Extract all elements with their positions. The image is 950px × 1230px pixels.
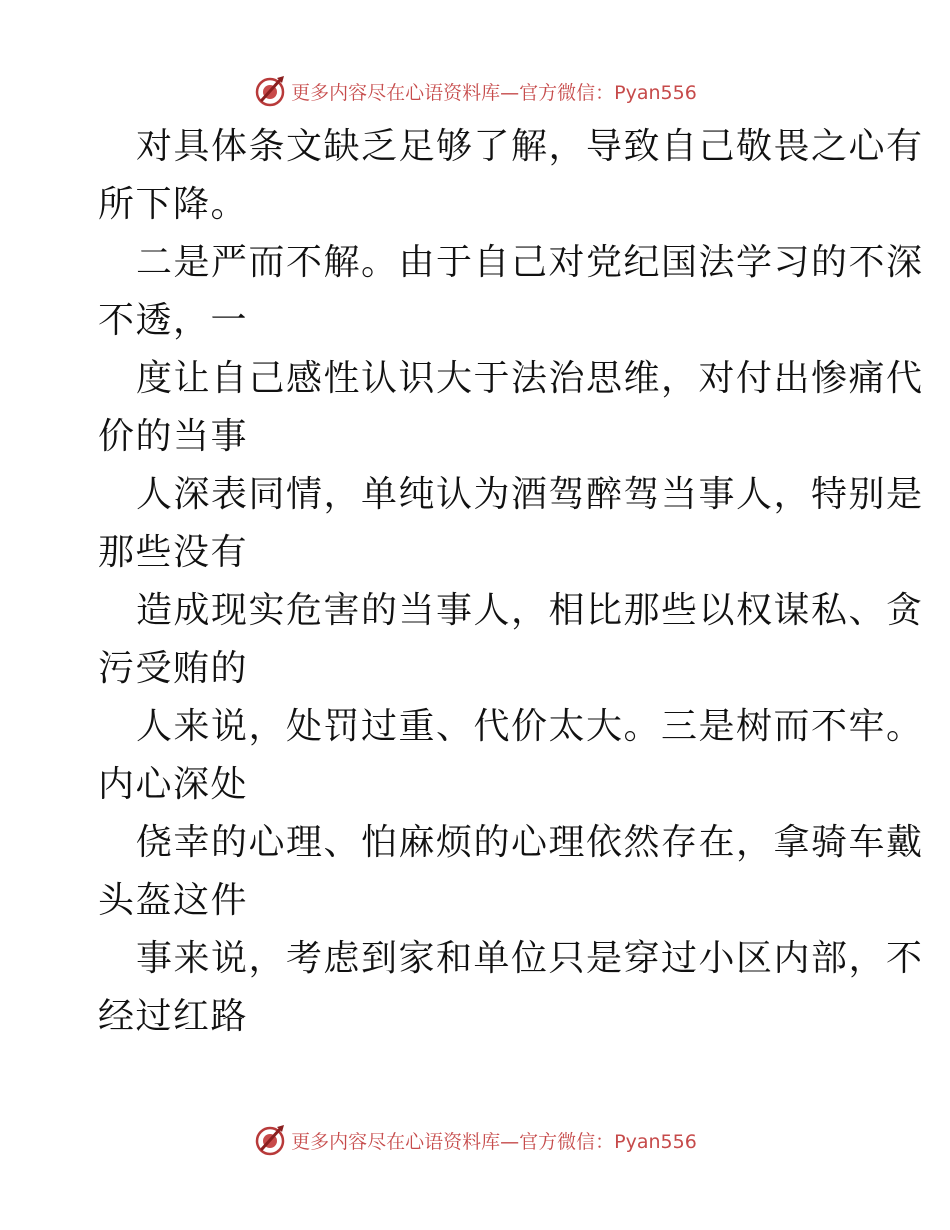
paragraph-line: 所下降。 bbox=[98, 184, 249, 225]
banner-main-text: 更多内容尽在心语资料库— bbox=[291, 81, 520, 104]
paragraph-line: 经过红路 bbox=[98, 996, 249, 1037]
banner-main-text: 更多内容尽在心语资料库— bbox=[291, 1130, 520, 1153]
footer-banner-text bbox=[291, 1127, 697, 1154]
paragraph-line: 造成现实危害的当事人，相比那些以权谋私、贪 bbox=[136, 590, 924, 631]
paragraph-line: 度让自己感性认识大于法治思维，对付出惨痛代 bbox=[136, 358, 924, 399]
document-body bbox=[98, 118, 924, 1046]
paragraph-line: 侥幸的心理、怕麻烦的心理依然存在，拿骑车戴 bbox=[136, 822, 924, 863]
header-banner bbox=[0, 71, 950, 111]
paragraph-line: 内心深处 bbox=[98, 764, 249, 805]
paragraph-line: 头盔这件 bbox=[98, 880, 249, 921]
paragraph-line: 对具体条文缺乏足够了解，导致自己敬畏之心有 bbox=[136, 126, 924, 167]
banner-wechat-text: 官方微信：Pyan556 bbox=[519, 81, 697, 104]
paragraph-line: 不透，一 bbox=[98, 300, 249, 341]
brand-logo-icon bbox=[253, 1123, 287, 1157]
footer-banner bbox=[0, 1120, 950, 1160]
paragraph-line: 事来说，考虑到家和单位只是穿过小区内部，不 bbox=[136, 938, 924, 979]
banner-wechat-text: 官方微信：Pyan556 bbox=[519, 1130, 697, 1153]
paragraph-line: 人深表同情，单纯认为酒驾醉驾当事人，特别是 bbox=[136, 474, 924, 515]
header-banner-text bbox=[291, 78, 697, 105]
brand-logo-icon bbox=[253, 74, 287, 108]
paragraph-line: 那些没有 bbox=[98, 532, 249, 573]
paragraph-line: 价的当事 bbox=[98, 416, 249, 457]
paragraph-line: 二是严而不解。由于自己对党纪国法学习的不深 bbox=[136, 242, 924, 283]
paragraph-line: 人来说，处罚过重、代价太大。三是树而不牢。 bbox=[136, 706, 924, 747]
paragraph-line: 污受贿的 bbox=[98, 648, 249, 689]
